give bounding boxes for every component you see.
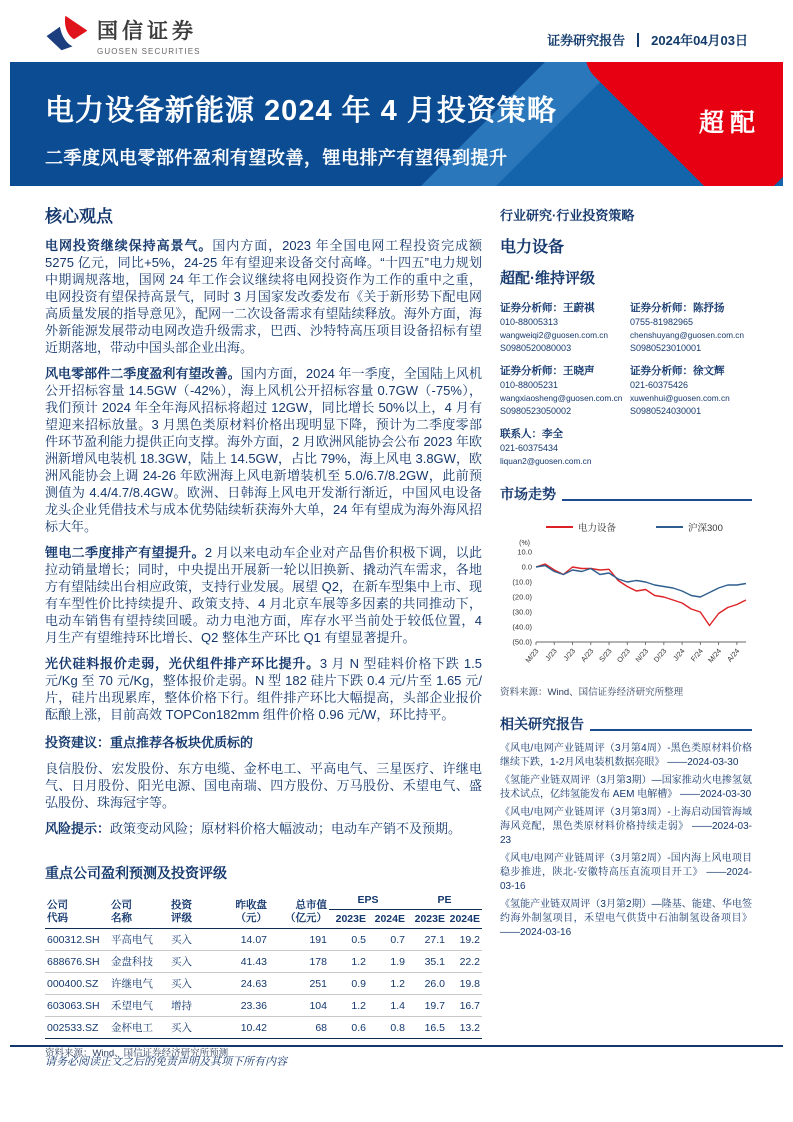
svg-text:(30.0): (30.0) (512, 607, 532, 617)
svg-text:(10.0): (10.0) (512, 577, 532, 587)
col-header-pe-2024: 2024E (447, 910, 482, 929)
analyst-card: 证券分析师：徐文辉 021-60375426 xuwenhui@guosen.com.cn S0980524030001 (630, 364, 752, 418)
core-views-title: 核心观点 (45, 207, 113, 226)
analyst-phone: 010-88005313 (500, 317, 559, 327)
related-reports-heading: 相关研究报告 (500, 714, 752, 734)
analyst-email[interactable]: wangweiqi2@guosen.com.cn (500, 330, 609, 340)
svg-text:S/23: S/23 (597, 646, 614, 664)
col-header-pe-2023: 2023E (407, 910, 447, 929)
report-subtitle: 二季度风电零部件盈利有望改善，锂电排产有望得到提升 (45, 148, 508, 168)
svg-text:A/23: A/23 (578, 646, 596, 664)
analyst-cert: S0980520080003 (500, 343, 572, 353)
analyst-phone: 010-88005231 (500, 380, 559, 390)
svg-text:D/23: D/23 (651, 646, 669, 664)
paragraph-lead: 锂电二季度排产有望提升。 (45, 545, 205, 560)
analyst-cert: S0980524030001 (630, 406, 702, 416)
disclaimer-text: 请务必阅读正文之后的免责声明及其项下所有内容 (45, 1056, 287, 1068)
report-date: 2024年04月03日 (651, 33, 748, 48)
rating-badge: 超配 (698, 109, 761, 137)
col-group-eps: EPS (329, 891, 407, 910)
svg-text:J/23: J/23 (561, 646, 578, 663)
analyst-email[interactable]: xuwenhui@guosen.com.cn (630, 393, 730, 403)
svg-text:(%): (%) (519, 540, 530, 547)
stock-forecast-table (45, 891, 482, 1039)
svg-text:M/24: M/24 (705, 646, 724, 665)
analyst-email[interactable]: wangxiaosheng@guosen.com.cn (500, 393, 623, 403)
divider (637, 33, 639, 47)
core-views-section (45, 202, 482, 1059)
paragraph-lithium (45, 544, 482, 646)
report-link[interactable]: 《氢能产业链双周评（3月第3期）—国家推动火电掺氢氨技术试点，亿纬氢能发布 AEM 电解槽》 ——2024-03-30 (500, 775, 752, 800)
market-trend-chart (500, 538, 752, 678)
logo-name-en: GUOSEN SECURITIES (97, 47, 201, 56)
paragraph-solar (45, 655, 482, 723)
legend-item-dianli: 电力设备 (546, 520, 616, 534)
analyst-phone: 021-60375426 (630, 380, 689, 390)
page-footer (10, 1045, 783, 1069)
col-header-rating: 投资 评级 (169, 891, 213, 929)
svg-text:O/23: O/23 (614, 646, 632, 665)
report-link[interactable]: 《风电/电网产业链周评（3月第4周）-黑色类原材料价格继续下跌，1-2月风电装机数据亮眼》 ——2024-03-30 (500, 743, 752, 768)
top-header (45, 14, 748, 57)
svg-text:N/23: N/23 (633, 646, 651, 664)
svg-text:J/24: J/24 (670, 646, 687, 663)
logo-name-cn: 国信证券 (97, 20, 197, 43)
col-header-close: 昨收盘 （元） (213, 891, 269, 929)
table-source: 资料来源：Wind、国信证券经济研究所预测 (45, 1048, 229, 1059)
svg-text:A/24: A/24 (724, 646, 742, 664)
risk-body: 政策变动风险；原材料价格大幅波动；电动车产销不及预期。 (110, 821, 462, 836)
table-row: 688676.SH 金盘科技 买入 41.43 178 1.2 1.9 35.1 22.2 (45, 951, 482, 973)
paragraph-lead: 光伏硅料报价走弱，光伏组件排产环比提升。 (45, 656, 320, 671)
svg-text:(20.0): (20.0) (512, 592, 532, 602)
svg-text:10.0: 10.0 (517, 547, 532, 557)
svg-text:0.0: 0.0 (521, 562, 532, 572)
paragraph-lead: 电网投资继续保持高景气。 (45, 238, 213, 253)
investment-advice-title: 投资建议：重点推荐各板块优质标的 (45, 735, 254, 750)
svg-text:J/23: J/23 (543, 646, 559, 663)
col-header-name: 公司 名称 (109, 891, 169, 929)
chart-source: 资料来源：Wind、国信证券经济研究所整理 (500, 687, 684, 698)
table-row: 000400.SZ 许继电气 买入 24.63 251 0.9 1.2 26.0 19.8 (45, 973, 482, 995)
chart-legend (546, 520, 752, 534)
market-trend-heading: 市场走势 (500, 484, 752, 504)
legend-item-hs300: 沪深300 (656, 520, 723, 534)
svg-text:(50.0): (50.0) (512, 637, 532, 647)
svg-text:(40.0): (40.0) (512, 622, 532, 632)
analyst-cert: S0980523050002 (500, 406, 572, 416)
recommended-stocks: 良信股份、宏发股份、东方电缆、金杯电工、平高电气、三星医疗、许继电气、日月股份、阳光电源、国电南瑞、四方股份、万马股份、禾望电气、盛弘股份、珠海冠宇等。 (45, 761, 482, 810)
paragraph-lead: 风电零部件二季度盈利有望改善。 (45, 366, 241, 381)
analysts-grid (500, 301, 752, 418)
rating-status: 超配·维持评级 (500, 270, 595, 287)
related-reports-list (500, 742, 752, 940)
guosen-logo (45, 14, 201, 57)
report-meta (547, 30, 748, 49)
col-header-marketcap: 总市值 （亿元） (269, 891, 329, 929)
title-banner (10, 62, 783, 186)
analyst-card: 证券分析师：陈抒扬 0755-81982965 chenshuyang@guosen.com.cn S0980523010001 (630, 301, 752, 355)
paragraph-body: 国内方面，2024 年一季度，全国陆上风机公开招标容量 14.5GW（-42%），海上风机公开招标容量 0.7GW（-75%），我们预计 2024 年全年海风招标将超过 12GW，同比增长 50%以上，4 月有望迎来招标放量。3 月黑色类原材料价格出现明显下降，预计为二季度零部件环节盈利能力提供正向支撑。海外方面，2 月欧洲风能协会公布 2023 年欧洲新增风电装机 18.3GW，陆上 14.5GW，占比 79%，海上风电 3.8GW，欧洲风能协会上调 24-26 年欧洲海上风电新增装机至 5.0/6.7/8.2GW，此前预测值为 4.4/4.7/8.4GW。欧洲、日韩海上风电开发渐行渐近，中国风电设备龙头企业凭借技术与成本优势陆续斩获海外大单，24 年有望成为海外海风招标大年。 (45, 366, 482, 534)
contact-card: 联系人：李全 021-60375434 liquan2@guosen.com.cn (500, 427, 752, 468)
report-link[interactable]: 《风电/电网产业链周评（3月第3周）-上海启动国管海域海风竞配，黑色类原材料价格持续走弱》 ——2024-03-23 (500, 807, 752, 846)
table-row: 603063.SH 禾望电气 增持 23.36 104 1.2 1.4 19.7 16.7 (45, 995, 482, 1017)
table-row: 002533.SZ 金杯电工 买入 10.42 68 0.6 0.8 16.5 13.2 (45, 1017, 482, 1039)
svg-text:M/23: M/23 (523, 646, 541, 665)
legend-line-red (546, 526, 573, 528)
report-type-label: 证券研究报告 (547, 33, 626, 48)
research-category: 行业研究·行业投资策略 (500, 208, 635, 223)
sidebar (500, 205, 752, 944)
svg-text:F/24: F/24 (688, 646, 705, 664)
analyst-card: 证券分析师：王蔚祺 010-88005313 wangweiqi2@guosen.com.cn S0980520080003 (500, 301, 630, 355)
col-header-eps-2023: 2023E (329, 910, 368, 929)
analyst-card: 证券分析师：王晓声 010-88005231 wangxiaosheng@guosen.com.cn S0980523050002 (500, 364, 630, 418)
paragraph-body: 2 月以来电动车企业对产品售价积极下调，以此拉动销量增长；同时，中央提出开展新一轮以旧换新、撬动汽车需求，各地方有望陆续出台相应政策，支持行业发展。展望 Q2，在新车型集中上市、现有车型性价比持续提升、政策支持、4 月北京车展等多因素的共同推动下，电动车销售有望持续回暖。动力电池方面，库存水平当前处于较低位置，4 月生产有望维持环比增长、Q2 整体生产环比 Q1 有望显著提升。 (45, 545, 482, 645)
table-row: 600312.SH 平高电气 买入 14.07 191 0.5 0.7 27.1 19.2 (45, 929, 482, 951)
report-link[interactable]: 《风电/电网产业链周评（3月第2周）-国内海上风电项目稳步推进，陕北-安徽特高压直流项目开工》 ——2024-03-16 (500, 853, 752, 892)
contact-email[interactable]: liquan2@guosen.com.cn (500, 456, 592, 466)
paragraph-grid-investment (45, 237, 482, 356)
report-title: 电力设备新能源 2024 年 4 月投资策略 (45, 95, 557, 127)
paragraph-wind-components (45, 365, 482, 535)
heading-rule (562, 499, 752, 501)
risk-lead: 风险提示： (45, 821, 111, 836)
heading-rule (590, 729, 752, 731)
col-header-eps-2024: 2024E (368, 910, 407, 929)
col-header-code: 公司 代码 (45, 891, 109, 929)
analyst-email[interactable]: chenshuyang@guosen.com.cn (630, 330, 745, 340)
contact-phone: 021-60375434 (500, 443, 559, 453)
paragraph-body: 国内方面，2023 年全国电网工程投资完成额 5275 亿元，同比+5%，24-25 年有望迎来设备交付高峰。“十四五”电力规划中期调规落地，国网 24 年工作会议继续将电网投资作为工作的重中之重，电网投资有望保持高景气，同时 3 月国家发改委发布《关于新形势下配电网高质量发展的指导意见》，配网一二次设备需求有望陆续释放。海外方面，海外新能源发展带动电网改造升级需求，巴西、沙特特高压项目设备招标有望近期落地，带动中国头部企业出海。 (45, 238, 482, 355)
guosen-logo-icon (45, 14, 89, 57)
risk-warning (45, 820, 482, 837)
stock-table-title: 重点公司盈利预测及投资评级 (45, 865, 227, 881)
col-group-pe: PE (407, 891, 482, 910)
analyst-cert: S0980523010001 (630, 343, 702, 353)
industry-name: 电力设备 (500, 239, 565, 256)
analyst-phone: 0755-81982965 (630, 317, 694, 327)
legend-line-blue (656, 526, 683, 528)
paragraph-body: 3 月 N 型硅料价格下跌 1.5 元/Kg 至 70 元/Kg，整体报价走弱。N 型 182 硅片下跌 0.4 元/片至 1.65 元/片，硅片出现累库，整体价格下行。组件排产环比大幅提高，头部企业报价酝酿上涨，目前高效 TOPCon182mm 组件价格 0.96 元/W，环比持平。 (45, 656, 482, 722)
report-link[interactable]: 《氢能产业链双周评（3月第2期）—隆基、能建、华电签约海外制氢项目，禾望电气供货中石油制氢设备项目》 ——2024-03-16 (500, 899, 752, 938)
